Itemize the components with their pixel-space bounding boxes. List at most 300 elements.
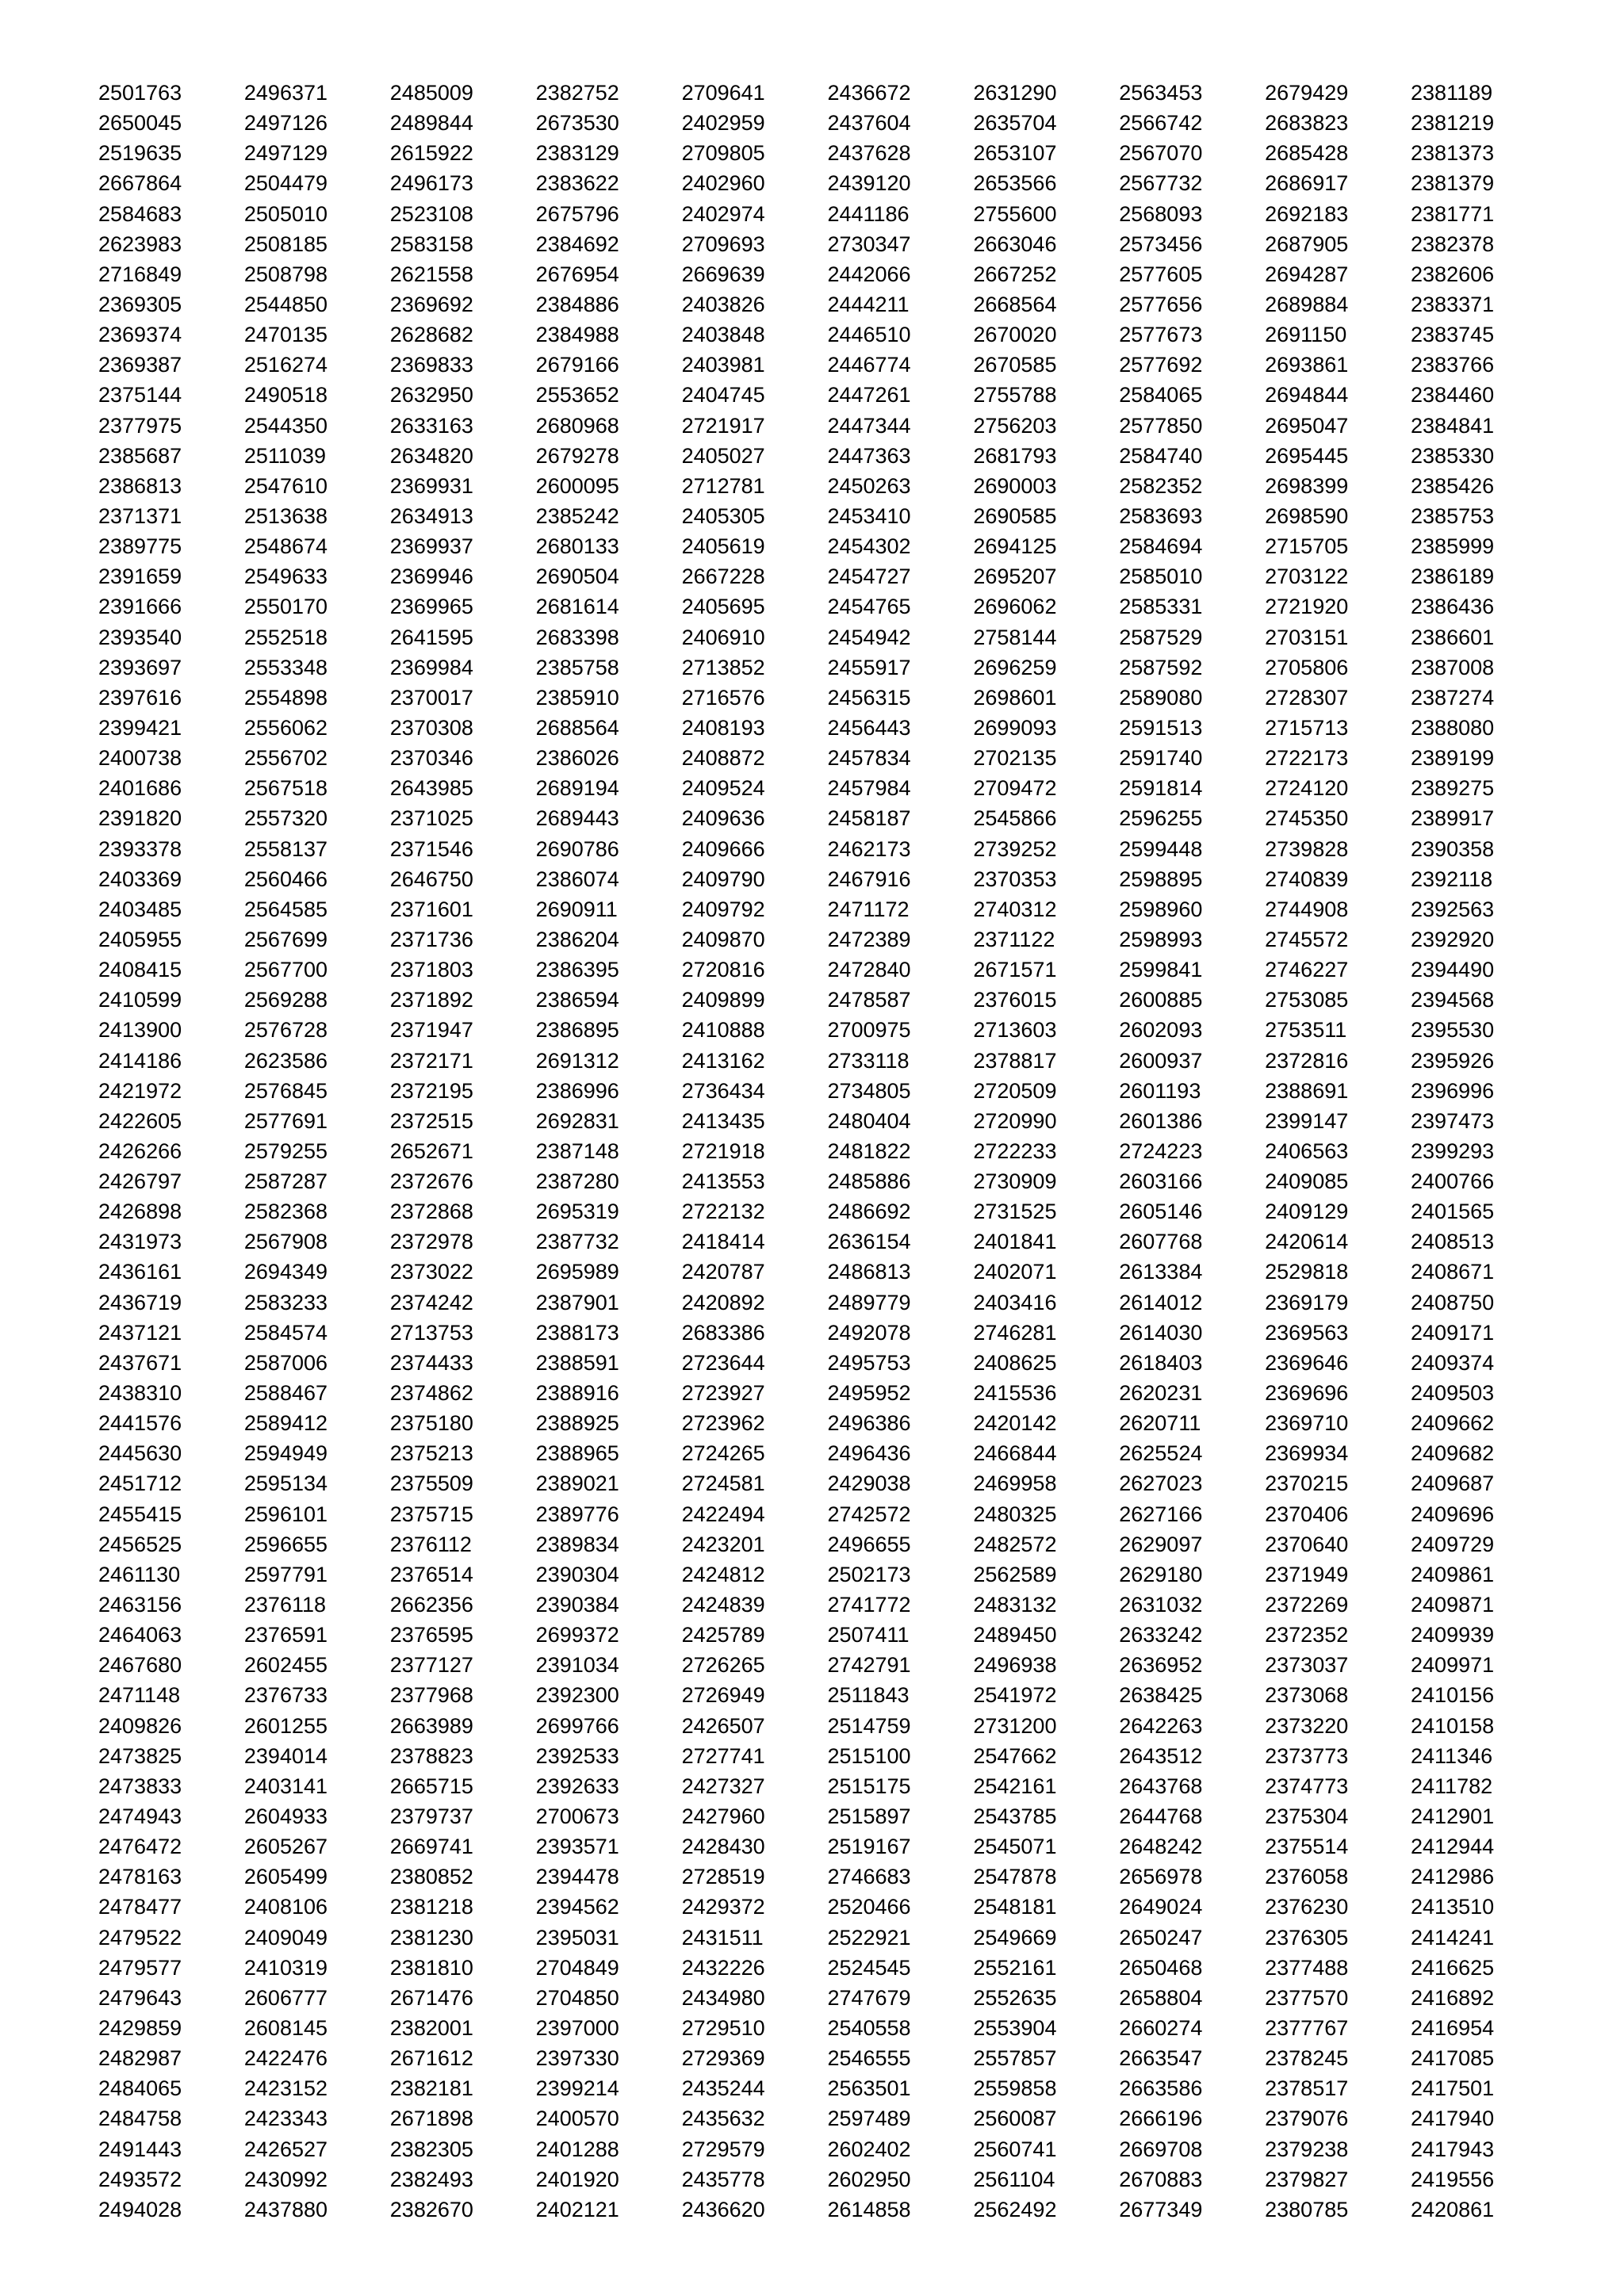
table-cell: 2409871: [1411, 1593, 1495, 1617]
table-cell: 2667228: [681, 564, 765, 589]
table-cell: 2480404: [827, 1108, 911, 1133]
table-cell: 2391034: [535, 1653, 619, 1678]
table-cell: 2745350: [1265, 806, 1349, 831]
table-cell: 2405305: [681, 503, 765, 528]
table-cell: 2602093: [1119, 1018, 1203, 1043]
table-cell: 2409870: [681, 927, 765, 951]
table-cell: 2496371: [243, 81, 328, 105]
table-cell: 2393378: [98, 836, 182, 861]
table-cell: 2417943: [1411, 2137, 1495, 2161]
table-cell: 2573456: [1119, 232, 1203, 256]
table-cell: 2393697: [98, 655, 182, 679]
table-cell: 2388173: [535, 1320, 619, 1345]
table-cell: 2564585: [243, 897, 328, 921]
table-cell: 2729579: [681, 2137, 765, 2161]
table-row: [98, 1559, 1526, 1590]
table-cell: 2369710: [1265, 1411, 1349, 1436]
table-row: [98, 2103, 1526, 2133]
table-cell: 2429038: [827, 1471, 911, 1496]
table-cell: 2496173: [389, 171, 473, 196]
table-cell: 2417085: [1411, 2046, 1495, 2071]
table-cell: 2558137: [243, 836, 328, 861]
table-cell: 2595134: [243, 1471, 328, 1496]
table-cell: 2372868: [389, 1200, 473, 1224]
table-cell: 2597791: [243, 1562, 328, 1586]
table-cell: 2409666: [681, 836, 765, 861]
table-cell: 2415536: [973, 1381, 1057, 1406]
table-cell: 2369374: [98, 323, 182, 347]
table-cell: 2435778: [681, 2167, 765, 2191]
table-cell: 2679166: [535, 353, 619, 377]
table-cell: 2405695: [681, 595, 765, 619]
table-cell: 2722132: [681, 1200, 765, 1224]
table-cell: 2410156: [1411, 1683, 1495, 1708]
table-row: [98, 168, 1526, 198]
table-cell: 2643985: [389, 776, 473, 801]
table-cell: 2663046: [973, 232, 1057, 256]
table-cell: 2690911: [535, 897, 618, 921]
table-cell: 2376514: [389, 1562, 473, 1586]
table-cell: 2386204: [535, 927, 619, 951]
table-cell: 2689443: [535, 806, 619, 831]
table-cell: 2410599: [98, 988, 182, 1012]
table-row: [98, 1318, 1526, 1348]
table-cell: 2733118: [827, 1048, 910, 1073]
table-cell: 2668564: [973, 292, 1057, 316]
table-cell: 2675796: [535, 201, 619, 226]
table-cell: 2683823: [1265, 111, 1349, 136]
table-cell: 2369305: [98, 292, 182, 316]
table-cell: 2418414: [681, 1230, 765, 1254]
table-cell: 2516274: [243, 353, 328, 377]
table-cell: 2676954: [535, 262, 619, 286]
table-cell: 2547878: [973, 1865, 1057, 1889]
table-cell: 2432226: [681, 1955, 765, 1980]
table-row: [98, 1076, 1526, 1106]
table-cell: 2397330: [535, 2046, 619, 2071]
table-cell: 2724223: [1119, 1138, 1203, 1163]
table-cell: 2485009: [389, 81, 473, 105]
table-row: [98, 1499, 1526, 1529]
table-cell: 2695989: [535, 1260, 619, 1284]
table-cell: 2681793: [973, 443, 1057, 468]
table-cell: 2591513: [1119, 715, 1203, 740]
table-cell: 2689884: [1265, 292, 1349, 316]
table-cell: 2665715: [389, 1774, 473, 1798]
table-cell: 2577850: [1119, 413, 1203, 438]
table-cell: 2582352: [1119, 473, 1203, 498]
table-cell: 2620231: [1119, 1381, 1203, 1406]
table-cell: 2395926: [1411, 1048, 1495, 1073]
table-cell: 2627166: [1119, 1502, 1203, 1526]
table-cell: 2397473: [1411, 1108, 1495, 1133]
table-cell: 2481822: [827, 1138, 911, 1163]
table-cell: 2426527: [243, 2137, 328, 2161]
table-cell: 2567518: [243, 776, 328, 801]
table-cell: 2447363: [827, 443, 911, 468]
table-cell: 2472389: [827, 927, 911, 951]
table-cell: 2392920: [1411, 927, 1495, 951]
table-cell: 2386026: [535, 746, 619, 771]
table-cell: 2546555: [827, 2046, 911, 2071]
table-cell: 2576845: [243, 1078, 328, 1103]
table-cell: 2420892: [681, 1290, 765, 1314]
table-cell: 2621558: [389, 262, 473, 286]
table-cell: 2409696: [1411, 1502, 1495, 1526]
table-cell: 2413435: [681, 1108, 765, 1133]
table-cell: 2400570: [535, 2107, 619, 2131]
table-cell: 2386074: [535, 867, 619, 891]
table-cell: 2663989: [389, 1713, 473, 1738]
table-cell: 2435632: [681, 2107, 765, 2131]
table-cell: 2369692: [389, 292, 473, 316]
table-cell: 2456443: [827, 715, 911, 740]
table-cell: 2383129: [535, 141, 619, 166]
table-cell: 2604933: [243, 1804, 328, 1829]
table-cell: 2549669: [973, 1925, 1057, 1950]
table-cell: 2371803: [389, 958, 473, 982]
table-cell: 2388591: [535, 1350, 619, 1375]
table-cell: 2478587: [827, 988, 911, 1012]
table-cell: 2408193: [681, 715, 765, 740]
table-cell: 2683398: [535, 625, 619, 649]
table-cell: 2374862: [389, 1381, 473, 1406]
table-cell: 2389917: [1411, 806, 1495, 831]
table-cell: 2731525: [973, 1200, 1057, 1224]
table-cell: 2371736: [389, 927, 473, 951]
table-cell: 2689194: [535, 776, 619, 801]
table-cell: 2471172: [827, 897, 910, 921]
table-cell: 2598993: [1119, 927, 1203, 951]
table-cell: 2395530: [1411, 1018, 1495, 1043]
table-cell: 2403369: [98, 867, 182, 891]
table-cell: 2377127: [389, 1653, 473, 1678]
table-cell: 2703151: [1265, 625, 1349, 649]
table-cell: 2692183: [1265, 201, 1349, 226]
table-row: [98, 1136, 1526, 1166]
table-cell: 2482572: [973, 1532, 1057, 1556]
table-cell: 2446774: [827, 353, 911, 377]
table-cell: 2746281: [973, 1320, 1057, 1345]
table-cell: 2722233: [973, 1138, 1057, 1163]
table-cell: 2629097: [1119, 1532, 1203, 1556]
table-cell: 2399147: [1265, 1108, 1349, 1133]
table-cell: 2439120: [827, 171, 911, 196]
table-cell: 2695047: [1265, 413, 1349, 438]
table-cell: 2392300: [535, 1683, 619, 1708]
table-cell: 2409374: [1411, 1350, 1495, 1375]
table-row: [98, 834, 1526, 864]
table-cell: 2399421: [98, 715, 182, 740]
table-cell: 2372676: [389, 1169, 473, 1194]
table-cell: 2650045: [98, 111, 182, 136]
table-cell: 2467916: [827, 867, 911, 891]
table-cell: 2436161: [98, 1260, 182, 1284]
table-cell: 2403485: [98, 897, 182, 921]
table-cell: 2691312: [535, 1048, 619, 1073]
table-cell: 2422476: [243, 2046, 328, 2071]
table-cell: 2726265: [681, 1653, 765, 1678]
table-cell: 2437628: [827, 141, 911, 166]
table-cell: 2513638: [243, 503, 328, 528]
table-cell: 2394014: [243, 1743, 328, 1768]
table-cell: 2515175: [827, 1774, 911, 1798]
table-cell: 2724581: [681, 1471, 765, 1496]
table-cell: 2472840: [827, 958, 911, 982]
table-row: [98, 713, 1526, 743]
table-cell: 2389021: [535, 1471, 619, 1496]
table-cell: 2411782: [1411, 1774, 1493, 1798]
table-row: [98, 1590, 1526, 1620]
table-cell: 2544350: [243, 413, 328, 438]
table-cell: 2614858: [827, 2197, 911, 2221]
table-row: [98, 1288, 1526, 1318]
table-cell: 2696062: [973, 595, 1057, 619]
table-cell: 2387008: [1411, 655, 1495, 679]
table-cell: 2427327: [681, 1774, 765, 1798]
table-cell: 2552635: [973, 1985, 1057, 2010]
table-cell: 2579255: [243, 1138, 328, 1163]
table-cell: 2753085: [1265, 988, 1349, 1012]
table-cell: 2553348: [243, 655, 328, 679]
table-cell: 2632950: [389, 383, 473, 408]
table-cell: 2416954: [1411, 2016, 1495, 2040]
table-cell: 2479577: [98, 1955, 182, 1980]
table-row: [98, 441, 1526, 471]
table-cell: 2436719: [98, 1290, 182, 1314]
table-cell: 2545071: [973, 1835, 1057, 1859]
table-cell: 2391666: [98, 595, 182, 619]
table-row: [98, 561, 1526, 591]
table-cell: 2486692: [827, 1200, 911, 1224]
table-cell: 2588467: [243, 1381, 328, 1406]
table-cell: 2703122: [1265, 564, 1349, 589]
table-cell: 2680133: [535, 534, 619, 559]
table-cell: 2652671: [389, 1138, 473, 1163]
table-cell: 2681614: [535, 595, 619, 619]
table-cell: 2600937: [1119, 1048, 1203, 1073]
table-cell: 2614012: [1119, 1290, 1203, 1314]
table-cell: 2576728: [243, 1018, 328, 1043]
table-cell: 2731200: [973, 1713, 1057, 1738]
table-cell: 2462173: [827, 836, 911, 861]
table-cell: 2698590: [1265, 503, 1349, 528]
table-cell: 2716849: [98, 262, 182, 286]
table-cell: 2656978: [1119, 1865, 1203, 1889]
table-cell: 2641595: [389, 625, 473, 649]
table-cell: 2698601: [973, 685, 1057, 710]
table-cell: 2413553: [681, 1169, 765, 1194]
table-cell: 2380785: [1265, 2197, 1349, 2221]
table-cell: 2385999: [1411, 534, 1495, 559]
table-cell: 2713852: [681, 655, 765, 679]
table-cell: 2455917: [827, 655, 911, 679]
table-cell: 2496436: [827, 1441, 911, 1466]
table-cell: 2370215: [1265, 1471, 1349, 1496]
table-cell: 2591814: [1119, 776, 1203, 801]
table-cell: 2587529: [1119, 625, 1203, 649]
table-cell: 2426797: [98, 1169, 182, 1194]
table-cell: 2474943: [98, 1804, 182, 1829]
table-row: [98, 1831, 1526, 1862]
table-cell: 2389199: [1411, 746, 1495, 771]
table-cell: 2369946: [389, 564, 473, 589]
table-cell: 2698399: [1265, 473, 1349, 498]
table-cell: 2463156: [98, 1593, 182, 1617]
table-cell: 2557320: [243, 806, 328, 831]
table-row: [98, 1046, 1526, 1076]
table-cell: 2369833: [389, 353, 473, 377]
table-cell: 2373773: [1265, 1743, 1349, 1768]
table-cell: 2694349: [243, 1260, 328, 1284]
table-row: [98, 591, 1526, 622]
table-cell: 2399214: [535, 2076, 619, 2101]
table-cell: 2696259: [973, 655, 1057, 679]
table-cell: 2705806: [1265, 655, 1349, 679]
table-cell: 2742572: [827, 1502, 911, 1526]
table-cell: 2372816: [1265, 1048, 1349, 1073]
table-cell: 2394568: [1411, 988, 1495, 1012]
table-cell: 2379737: [389, 1804, 473, 1829]
table-cell: 2422494: [681, 1502, 765, 1526]
table-row: [98, 2013, 1526, 2043]
table-cell: 2478477: [98, 1895, 182, 1919]
table-cell: 2636154: [827, 1230, 911, 1254]
table-cell: 2715713: [1265, 715, 1349, 740]
table-cell: 2548181: [973, 1895, 1057, 1919]
table-cell: 2369965: [389, 595, 473, 619]
table-cell: 2746683: [827, 1865, 911, 1889]
table-cell: 2634820: [389, 443, 473, 468]
table-cell: 2431973: [98, 1230, 182, 1254]
table-cell: 2471148: [98, 1683, 181, 1708]
table-cell: 2690504: [535, 564, 619, 589]
table-cell: 2403981: [681, 353, 765, 377]
table-cell: 2408872: [681, 746, 765, 771]
table-cell: 2370346: [389, 746, 473, 771]
table-cell: 2504479: [243, 171, 328, 196]
table-cell: 2413900: [98, 1018, 182, 1043]
table-cell: 2478163: [98, 1865, 182, 1889]
table-cell: 2382493: [389, 2167, 473, 2191]
table-cell: 2582368: [243, 1200, 328, 1224]
table-cell: 2456525: [98, 1532, 182, 1556]
table-cell: 2370308: [389, 715, 473, 740]
table-cell: 2396996: [1411, 1078, 1495, 1103]
table-cell: 2403848: [681, 323, 765, 347]
table-cell: 2402071: [973, 1260, 1057, 1284]
table-cell: 2426507: [681, 1713, 765, 1738]
table-cell: 2560087: [973, 2107, 1057, 2131]
table-cell: 2544850: [243, 292, 328, 316]
table-row: [98, 1741, 1526, 1771]
table-cell: 2379827: [1265, 2167, 1349, 2191]
table-row: [98, 1801, 1526, 1831]
table-cell: 2723644: [681, 1350, 765, 1375]
table-cell: 2490518: [243, 383, 328, 408]
table-cell: 2634913: [389, 503, 473, 528]
table-cell: 2457834: [827, 746, 911, 771]
table-row: [98, 1862, 1526, 1892]
table-cell: 2377968: [389, 1683, 473, 1708]
table-cell: 2670883: [1119, 2167, 1203, 2191]
table-cell: 2673530: [535, 111, 619, 136]
table-cell: 2577692: [1119, 353, 1203, 377]
table-cell: 2589080: [1119, 685, 1203, 710]
table-cell: 2410158: [1411, 1713, 1495, 1738]
table-cell: 2584683: [98, 201, 182, 226]
table-cell: 2566742: [1119, 111, 1203, 136]
table-cell: 2385687: [98, 443, 182, 468]
table-cell: 2410888: [681, 1018, 765, 1043]
table-cell: 2441186: [827, 201, 910, 226]
table-cell: 2739252: [973, 836, 1057, 861]
table-cell: 2436620: [681, 2197, 765, 2221]
table-cell: 2709805: [681, 141, 765, 166]
table-cell: 2382670: [389, 2197, 473, 2221]
table-cell: 2680968: [535, 413, 619, 438]
table-cell: 2387280: [535, 1169, 619, 1194]
table-cell: 2484758: [98, 2107, 182, 2131]
table-cell: 2543785: [973, 1804, 1057, 1829]
table-cell: 2438310: [98, 1381, 182, 1406]
table-row: [98, 2073, 1526, 2103]
table-cell: 2375509: [389, 1471, 473, 1496]
table-cell: 2386594: [535, 988, 619, 1012]
table-row: [98, 985, 1526, 1015]
table-cell: 2402121: [535, 2197, 619, 2221]
table-cell: 2406910: [681, 625, 765, 649]
table-cell: 2442066: [827, 262, 911, 286]
table-cell: 2720509: [973, 1078, 1057, 1103]
table-cell: 2409729: [1411, 1532, 1495, 1556]
table-cell: 2623586: [243, 1048, 328, 1073]
table-cell: 2388925: [535, 1411, 619, 1436]
table-cell: 2387148: [535, 1138, 619, 1163]
table-cell: 2376591: [243, 1623, 328, 1647]
table-cell: 2479643: [98, 1985, 182, 2010]
table-cell: 2377488: [1265, 1955, 1349, 1980]
table-cell: 2375715: [389, 1502, 473, 1526]
table-cell: 2694844: [1265, 383, 1349, 408]
table-cell: 2670020: [973, 323, 1057, 347]
table-cell: 2446510: [827, 323, 911, 347]
table-cell: 2392533: [535, 1743, 619, 1768]
table-cell: 2383766: [1411, 353, 1495, 377]
table-cell: 2694125: [973, 534, 1057, 559]
table-row: [98, 1983, 1526, 2013]
table-cell: 2393571: [535, 1835, 619, 1859]
table-cell: 2511843: [827, 1683, 910, 1708]
table-cell: 2699766: [535, 1713, 619, 1738]
table-cell: 2729510: [681, 2016, 765, 2040]
table-cell: 2618403: [1119, 1350, 1203, 1375]
table-cell: 2677349: [1119, 2197, 1203, 2221]
table-cell: 2691150: [1265, 323, 1347, 347]
table-cell: 2409636: [681, 806, 765, 831]
table-cell: 2653107: [973, 141, 1057, 166]
table-row: [98, 108, 1526, 138]
table-cell: 2429372: [681, 1895, 765, 1919]
table-cell: 2381771: [1411, 201, 1495, 226]
table-cell: 2414241: [1411, 1925, 1495, 1950]
table-cell: 2413162: [681, 1048, 765, 1073]
table-cell: 2589412: [243, 1411, 328, 1436]
table-cell: 2392563: [1411, 897, 1495, 921]
table-cell: 2602950: [827, 2167, 911, 2191]
table-cell: 2410319: [243, 1955, 328, 1980]
table-cell: 2489450: [973, 1623, 1057, 1647]
